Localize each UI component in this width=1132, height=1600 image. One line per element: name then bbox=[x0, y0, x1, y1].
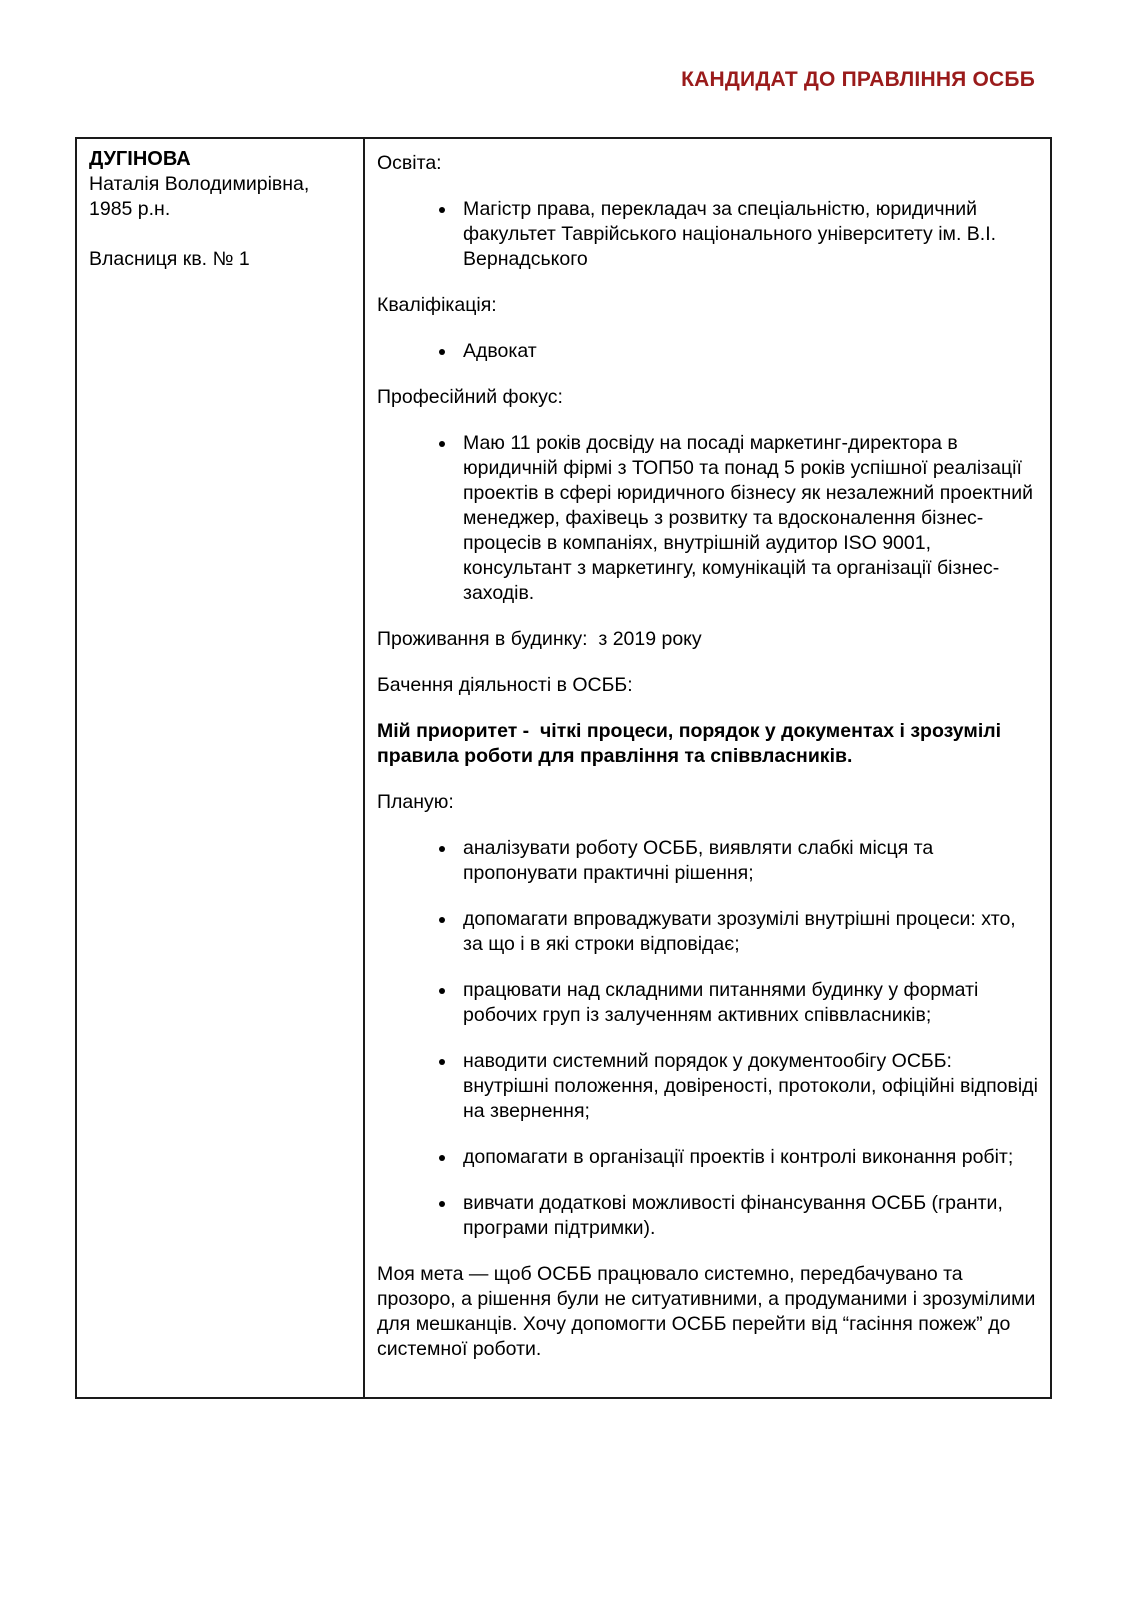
candidate-ownership: Власниця кв. № 1 bbox=[89, 248, 250, 270]
candidate-birth-year: 1985 р.н. bbox=[89, 198, 171, 220]
plan-list bbox=[377, 836, 1038, 1241]
qualification-list bbox=[377, 339, 1038, 364]
list-item: • Адвокат bbox=[457, 339, 1038, 364]
residence-line: Проживання в будинку: з 2019 року bbox=[377, 628, 702, 650]
list-item: • Маю 11 років досвіду на посаді маркетинг-директора в юридичній фірмі з ТОП50 та понад 5 років успішної реалізації проектів в сфері юридичного бізнесу як незалежний проектний менеджер, фахівець з розвитку та вдосконалення бізнес-процесів в компаніях, внутрішній аудитор ISO 9001, консультант з маркетингу, комунікацій та організації бізнес-заходів. bbox=[457, 431, 1038, 606]
plan-label: Планую: bbox=[377, 791, 454, 813]
education-label: Освіта: bbox=[377, 152, 442, 174]
list-item: • вивчати додаткові можливості фінансування ОСББ (гранти, програми підтримки). bbox=[457, 1191, 1038, 1241]
list-item: • аналізувати роботу ОСББ, виявляти слабкі місця та пропонувати практичні рішення; bbox=[457, 836, 1038, 886]
goal-paragraph: Моя мета — щоб ОСББ працювало системно, передбачувано та прозоро, а рішення були не ситуативними, а продуманими і зрозумілими для мешканців. Хочу допомогти ОСББ перейти від “гасіння пожеж” до системної роботи. bbox=[377, 1263, 1036, 1360]
candidate-details-cell bbox=[364, 138, 1051, 1398]
candidate-profile-table bbox=[75, 137, 1052, 1399]
focus-label: Професійний фокус: bbox=[377, 386, 563, 408]
list-item: • наводити системний порядок у документообігу ОСББ: внутрішні положення, довіреності, протоколи, офіційні відповіді на звернення; bbox=[457, 1049, 1038, 1124]
qualification-label: Кваліфікація: bbox=[377, 294, 497, 316]
list-item: • допомагати в організації проектів і контролі виконання робіт; bbox=[457, 1145, 1038, 1170]
candidate-identity-cell bbox=[76, 138, 364, 1398]
education-list bbox=[377, 197, 1038, 272]
list-item: • Магістр права, перекладач за спеціальністю, юридичний факультет Таврійського національного університету ім. В.І. Вернадського bbox=[457, 197, 1038, 272]
list-item: • працювати над складними питаннями будинку у форматі робочих груп із залученням активних співвласників; bbox=[457, 978, 1038, 1028]
document-title: КАНДИДАТ ДО ПРАВЛІННЯ ОСББ bbox=[681, 68, 1035, 91]
priority-statement: Мій приоритет - чіткі процеси, порядок у документах і зрозумілі правила роботи для правління та співвласників. bbox=[377, 720, 1007, 767]
list-item: • допомагати впроваджувати зрозумілі внутрішні процеси: хто, за що і в які строки відповідає; bbox=[457, 907, 1038, 957]
table-row bbox=[76, 138, 1051, 1398]
candidate-given-names: Наталія Володимирівна, bbox=[89, 173, 310, 195]
vision-label: Бачення діяльності в ОСББ: bbox=[377, 674, 633, 696]
focus-list bbox=[377, 431, 1038, 606]
candidate-surname: ДУГІНОВА bbox=[89, 148, 191, 170]
